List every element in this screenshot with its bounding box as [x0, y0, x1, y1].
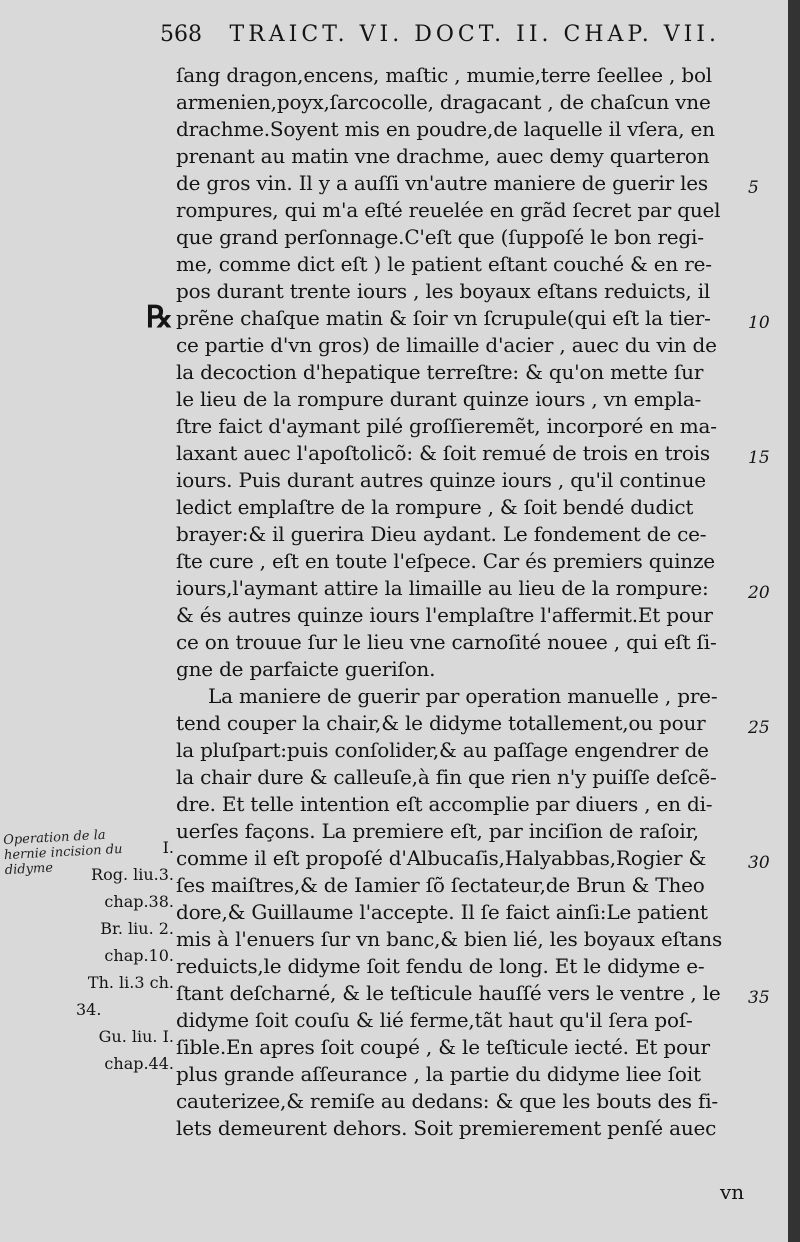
text-line: ſtant deſcharné, & le teſticule hauſſé vers le ventre , le: [176, 981, 721, 1005]
page-header: [160, 22, 720, 58]
running-head: TRAICT. VI. DOCT. II. CHAP. VII.: [229, 22, 720, 47]
text-line: comme il eſt propoſé d'Albucaſis,Halyabbas,Rogier &: [176, 846, 707, 870]
text-line: de gros vin. Il y a auſſi vn'autre maniere de guerir les: [176, 171, 708, 195]
margin-note: chap.44.: [104, 1054, 174, 1073]
margin-note: chap.10.: [104, 946, 174, 965]
margin-note: Rog. liu.3.: [91, 865, 174, 884]
text-line: la pluſpart:puis conſolider,& au paſſage engendrer de: [176, 738, 709, 762]
line-number-margin: [748, 0, 788, 1242]
recipe-symbol: ℞: [146, 300, 173, 335]
text-line: iours. Puis durant autres quinze iours , qu'il continue: [176, 468, 706, 492]
text-line: uerſes façons. La premiere eſt, par inciſion de raſoir,: [176, 819, 699, 843]
text-line: ſtre faict d'aymant pilé groſſieremẽt, incorporé en ma-: [176, 414, 717, 438]
margin-note: Th. li.3 ch.: [87, 973, 174, 992]
text-line: gne de parfaicte gueriſon.: [176, 657, 436, 681]
text-line: armenien,poyx,ſarcocolle, dragacant , de chaſcun vne: [176, 90, 711, 114]
text-line: prenant au matin vne drachme, auec demy quarteron: [176, 144, 710, 168]
handwritten-annotation: Operation de la hernie incision du didyme: [2, 827, 123, 879]
text-line: le lieu de la rompure durant quinze iours , vn empla-: [176, 387, 702, 411]
text-line: ſes maiſtres,& de Iamier ſõ ſectateur,de Brun & Theo: [176, 873, 705, 897]
text-line: brayer:& il guerira Dieu aydant. Le fondement de ce-: [176, 522, 707, 546]
text-line: la chair dure & calleuſe,à fin que rien n'y puiſſe deſcẽ-: [176, 765, 717, 789]
text-line: ce partie d'vn gros) de limaille d'acier , auec du vin de: [176, 333, 717, 357]
text-line: mis à l'enuers ſur vn banc,& bien lié, les boyaux eſtans: [176, 927, 723, 951]
line-number: 10: [748, 313, 770, 333]
text-line: plus grande aſſeurance , la partie du didyme liee ſoit: [176, 1062, 701, 1086]
text-line: rompures, qui m'a eſté reuelée en grãd ſecret par quel: [176, 198, 721, 222]
line-number: 5: [748, 178, 759, 198]
line-number: 30: [748, 853, 770, 873]
line-number: 25: [748, 718, 770, 738]
text-line: laxant auec l'apoſtolicõ: & ſoit remué de trois en trois: [176, 441, 710, 465]
text-line: lets demeurent dehors. Soit premierement penſé auec: [176, 1116, 717, 1140]
folio-number: 568: [160, 22, 202, 47]
text-line: drachme.Soyent mis en poudre,de laquelle il vſera, en: [176, 117, 715, 141]
margin-note: Br. liu. 2.: [100, 919, 174, 938]
text-line: tend couper la chair,& le didyme totallement,ou pour: [176, 711, 706, 735]
margin-note: chap.38.: [104, 892, 174, 911]
text-line: la decoction d'hepatique terreſtre: & qu'on mette ſur: [176, 360, 704, 384]
margin-note: I.: [162, 838, 174, 857]
text-line: me, comme dict eſt ) le patient eſtant couché & en re-: [176, 252, 712, 276]
text-line: reduicts,le didyme ſoit fendu de long. Et le didyme e-: [176, 954, 705, 978]
text-line: ſible.En apres ſoit coupé , & le teſticule iecté. Et pour: [176, 1035, 710, 1059]
text-line: cauterizee,& remiſe au dedans: & que les bouts des fi-: [176, 1089, 718, 1113]
paragraph-start-line: La maniere de guerir par operation manuelle , pre-: [208, 684, 718, 708]
text-line: dore,& Guillaume l'accepte. Il ſe faict ainſi:Le patient: [176, 900, 708, 924]
text-line: & és autres quinze iours l'emplaſtre l'affermit.Et pour: [176, 603, 713, 627]
main-text: [176, 62, 746, 1142]
margin-note: Gu. liu. I.: [98, 1027, 174, 1046]
text-line: iours,l'aymant attire la limaille au lieu de la rompure:: [176, 576, 709, 600]
text-line: dre. Et telle intention eſt accomplie par diuers , en di-: [176, 792, 713, 816]
text-line: didyme ſoit couſu & lié ferme,tãt haut qu'il ſera poſ-: [176, 1008, 693, 1032]
line-number: 20: [748, 583, 770, 603]
book-spine-edge: [788, 0, 800, 1242]
text-line: prẽne chaſque matin & ſoir vn ſcrupule(qui eſt la tier-: [176, 306, 711, 330]
text-line: pos durant trente iours , les boyaux eſtans reduicts, il: [176, 279, 711, 303]
line-number: 15: [748, 448, 770, 468]
catchword: vn: [720, 1180, 745, 1204]
line-number: 35: [748, 988, 770, 1008]
text-line: ce on trouue ſur le lieu vne carnoſité nouee , qui eſt ſi-: [176, 630, 717, 654]
text-line: ſte cure , eſt en toute l'eſpece. Car és premiers quinze: [176, 549, 715, 573]
text-line: ledict emplaſtre de la rompure , & ſoit bendé dudict: [176, 495, 694, 519]
text-line: que grand perſonnage.C'eſt que (ſuppoſé le bon regi-: [176, 225, 704, 249]
margin-note: 34.: [76, 1000, 102, 1019]
text-line: ſang dragon,encens, maſtic , mumie,terre ſeellee , bol: [176, 63, 712, 87]
